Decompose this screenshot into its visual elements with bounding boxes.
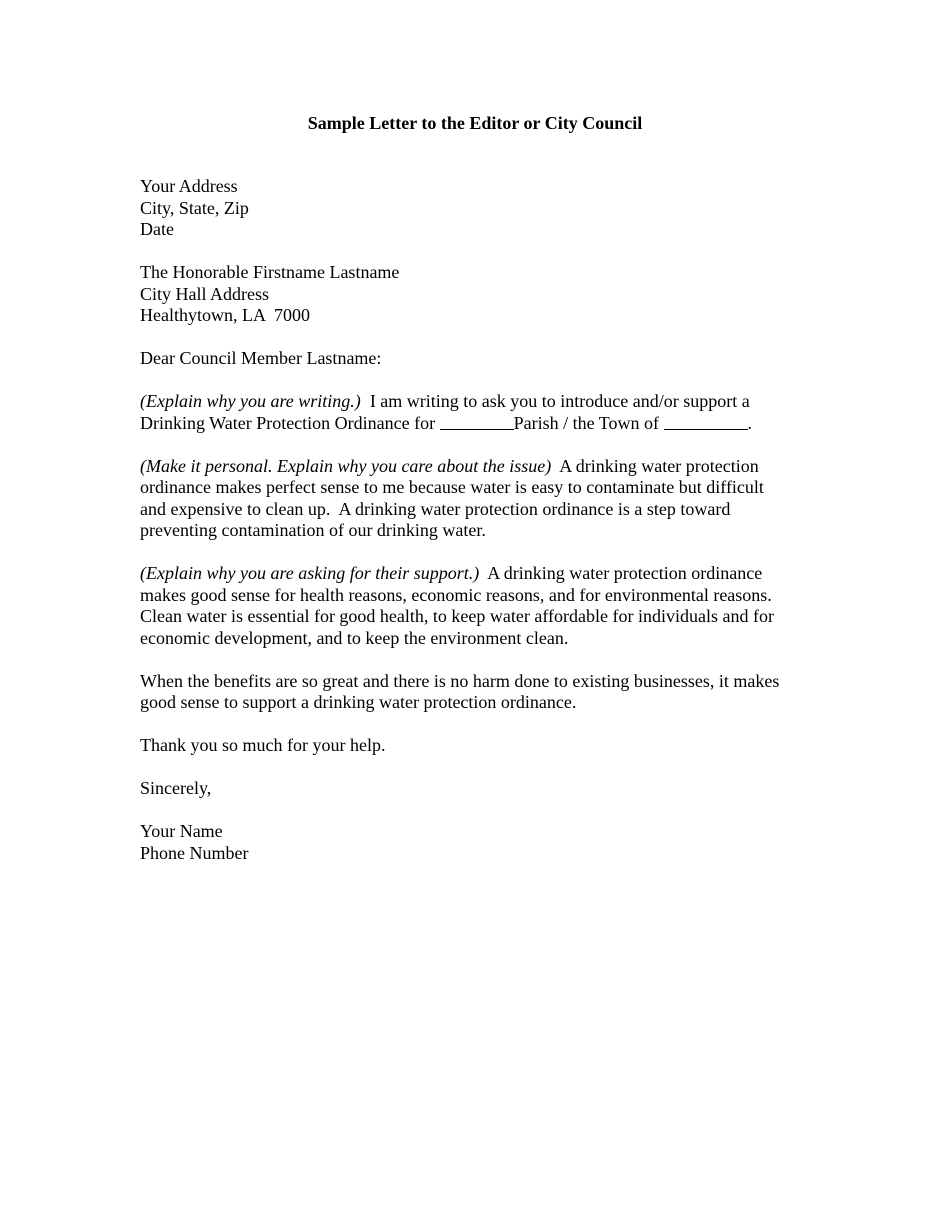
sender-date: Date <box>140 219 174 239</box>
recipient-city-line: Healthytown, LA 7000 <box>140 305 310 325</box>
letter-title: Sample Letter to the Editor or City Council <box>307 113 643 133</box>
paragraph-2-instruction: (Make it personal. Explain why you care about the issue) <box>140 455 552 476</box>
sender-city-state-zip: City, State, Zip <box>140 197 249 218</box>
paragraph-1-line-1 <box>140 391 840 413</box>
recipient-block <box>140 262 840 327</box>
signature-name: Your Name <box>140 821 223 841</box>
salutation <box>140 348 840 370</box>
paragraph-2 <box>140 456 840 542</box>
paragraph-3-line-1 <box>140 563 840 585</box>
closing-text: Sincerely, <box>140 778 212 798</box>
paragraph-1-line-2-mid: Parish / the Town of <box>513 412 664 433</box>
paragraph-3-line: Clean water is essential for good health, to keep water affordable for individuals and for <box>140 606 774 626</box>
paragraph-4-line: When the benefits are so great and there is no harm done to existing businesses, it makes <box>140 670 780 691</box>
parish-blank[interactable] <box>440 414 514 430</box>
letter-body <box>140 176 840 886</box>
sender-address: Your Address <box>140 176 238 196</box>
paragraph-2-line: ordinance makes perfect sense to me because water is easy to contaminate but difficult <box>140 477 764 497</box>
paragraph-3-line-1-rest: A drinking water protection ordinance <box>479 563 763 583</box>
town-blank[interactable] <box>664 414 748 430</box>
paragraph-1-line-2 <box>140 413 840 435</box>
paragraph-1-line-2-start: Drinking Water Protection Ordinance for <box>140 412 440 433</box>
paragraph-1-line-2-end: . <box>747 412 753 433</box>
paragraph-2-line: preventing contamination of our drinking water. <box>140 520 486 540</box>
paragraph-1-text: I am writing to ask you to introduce and/or support a <box>360 391 750 411</box>
paragraph-2-line-1-rest: A drinking water protection <box>551 455 759 476</box>
paragraph-4-line: good sense to support a drinking water protection ordinance. <box>140 692 577 712</box>
paragraph-2-line: and expensive to clean up. A drinking water protection ordinance is a step toward <box>140 498 731 519</box>
recipient-address: City Hall Address <box>140 283 269 304</box>
paragraph-3 <box>140 563 840 649</box>
recipient-name: The Honorable Firstname Lastname <box>140 262 400 282</box>
paragraph-4 <box>140 671 840 714</box>
signature-block <box>140 821 840 864</box>
sender-block <box>140 176 840 241</box>
paragraph-3-instruction: (Explain why you are asking for their support.) <box>140 563 480 583</box>
signature-phone: Phone Number <box>140 842 249 863</box>
thanks <box>140 735 840 757</box>
paragraph-3-line: economic development, and to keep the environment clean. <box>140 627 569 648</box>
thanks-text: Thank you so much for your help. <box>140 735 386 755</box>
closing <box>140 778 840 800</box>
salutation-text: Dear Council Member Lastname: <box>140 348 382 368</box>
paragraph-1 <box>140 391 840 434</box>
paragraph-2-line-1 <box>140 456 840 478</box>
paragraph-1-instruction: (Explain why you are writing.) <box>140 391 361 411</box>
paragraph-3-line: makes good sense for health reasons, economic reasons, and for environmental reasons. <box>140 584 772 605</box>
